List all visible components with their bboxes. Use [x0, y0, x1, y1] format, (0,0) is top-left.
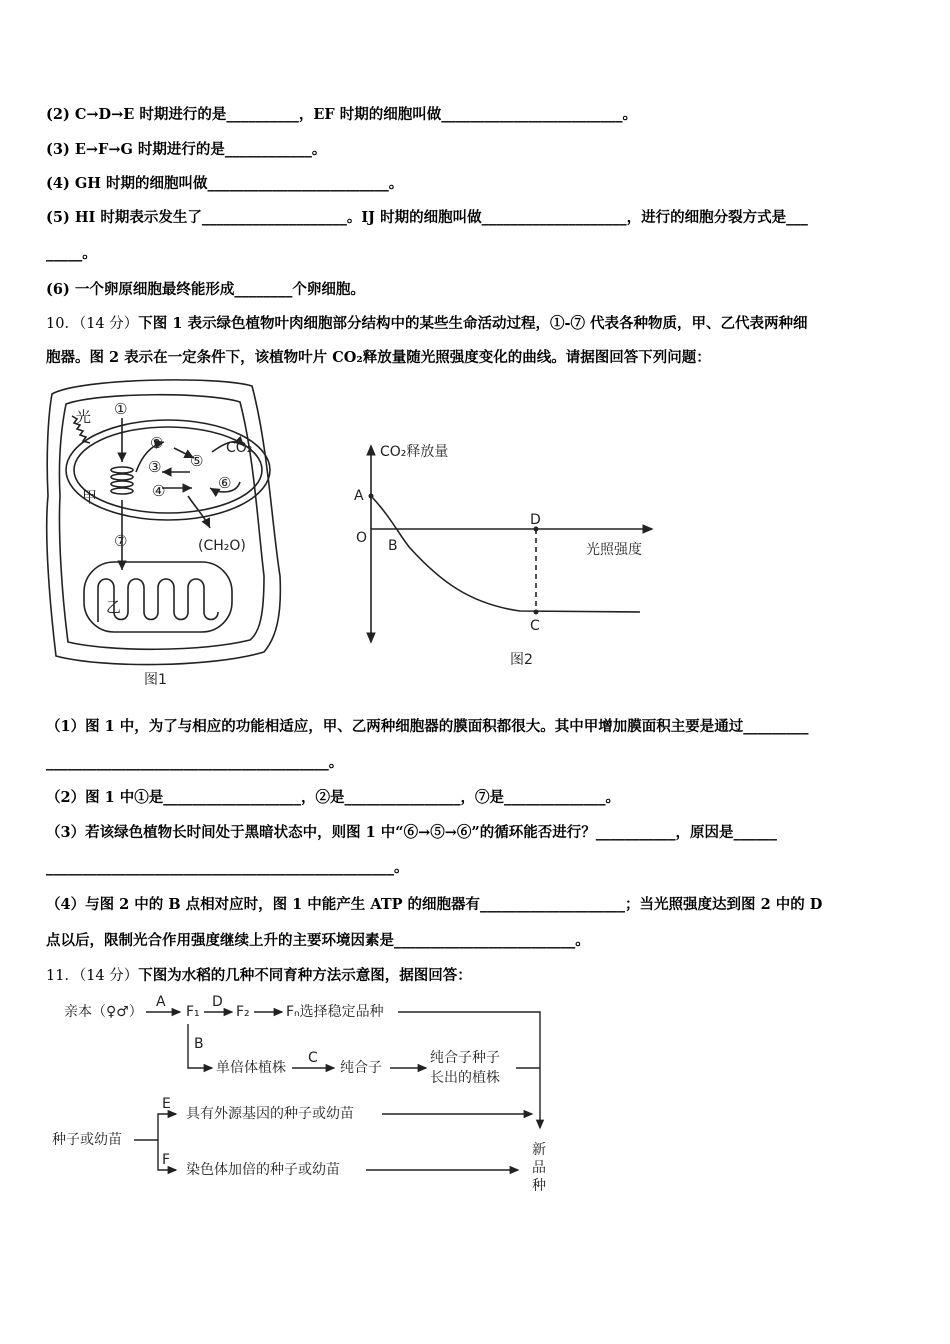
label-seed-plant-2: 长出的植株 [430, 1070, 500, 1086]
q9-part6: (6) 一个卵原细胞最终能形成________个卵细胞。 [46, 281, 365, 298]
label-4: ④ [152, 482, 166, 500]
label-3: ③ [148, 458, 162, 476]
q11-score: （14 分） [78, 968, 139, 984]
breeding-diagram [46, 992, 566, 1207]
q10-part3-cont: ________________________________________________。 [46, 859, 409, 876]
q9-part2: (2) C→D→E 时期进行的是__________，EF 时期的细胞叫做_________________________。 [46, 106, 638, 123]
label-homozygote: 纯合子 [340, 1060, 382, 1076]
q10-part1-cont: _______________________________________。 [46, 754, 344, 771]
label-a: A [354, 488, 364, 504]
label-f2: F₂ [236, 1004, 250, 1020]
label-5: ⑤ [190, 452, 204, 470]
label-method-d: D [212, 994, 223, 1010]
figure-2 [340, 436, 670, 676]
figure-1 [40, 376, 290, 692]
point-a [369, 494, 374, 499]
label-7: ⑦ [114, 532, 128, 550]
x-axis-label: 光照强度 [586, 542, 642, 558]
thylakoid-stack [111, 467, 133, 494]
label-d: D [530, 512, 541, 528]
q10-number: 10． [46, 316, 79, 332]
q11-intro-text: 下图为水稻的几种不同育种方法示意图，据图回答： [138, 967, 472, 984]
q10-intro-cont: 胞器。图 2 表示在一定条件下，该植物叶片 CO₂释放量随光照强度变化的曲线。请据图回答下列问题： [46, 349, 711, 366]
q10-score: （14 分） [78, 316, 139, 332]
q9-part5-cont: _____。 [46, 245, 97, 262]
q10-part3: （3）若该绿色植物长时间处于黑暗状态中，则图 1 中“⑥→⑤→⑥”的循环能否进行？___________，原因是______ [46, 824, 778, 841]
q10-part1: （1）图 1 中，为了与相应的功能相适应，甲、乙两种细胞器的膜面积都很大。其中甲增加膜面积主要是通过_________ [46, 718, 809, 735]
label-1: ① [114, 400, 128, 418]
label-seed-plant-1: 纯合子种子 [430, 1050, 500, 1066]
y-axis-label: CO₂释放量 [380, 444, 449, 460]
label-new-3: 种 [532, 1178, 546, 1194]
q10-part4: （4）与图 2 中的 B 点相对应时，图 1 中能产生 ATP 的细胞器有____________________；当光照强度达到图 2 中的 D [46, 896, 823, 913]
label-method-e: E [162, 1096, 171, 1112]
figure-1-caption: 图1 [144, 672, 167, 688]
q9-part3: (3) E→F→G 时期进行的是____________。 [46, 141, 327, 158]
label-method-b: B [194, 1036, 204, 1052]
cell-wall-inner [59, 395, 264, 650]
label-method-f: F [162, 1152, 171, 1168]
q11-intro [46, 964, 472, 985]
label-o: O [356, 530, 368, 546]
q9-part4: (4) GH 时期的细胞叫做_________________________。 [46, 175, 404, 192]
q10-intro [46, 312, 808, 333]
q10-intro-text: 下图 1 表示绿色植物叶肉细胞部分结构中的某些生命活动过程，①-⑦ 代表各种物质，甲、乙代表两种细 [138, 315, 808, 332]
q10-part2: （2）图 1 中①是___________________，②是________________，⑦是______________。 [46, 789, 621, 806]
label-parents: 亲本（♀♂） [64, 1004, 143, 1020]
label-2: ② [150, 434, 164, 452]
label-exogenous: 具有外源基因的种子或幼苗 [186, 1106, 354, 1122]
q11-number: 11． [46, 968, 79, 984]
label-new-1: 新 [532, 1142, 546, 1158]
figure-2-caption: 图2 [510, 652, 533, 668]
label-co2: CO₂ [226, 440, 253, 456]
label-ch2o: (CH₂O) [198, 538, 246, 554]
label-fn: Fₙ选择稳定品种 [286, 1004, 384, 1020]
q10-part4-cont: 点以后，限制光合作用强度继续上升的主要环境因素是_________________________。 [46, 932, 590, 949]
label-method-c: C [308, 1050, 318, 1066]
label-seeds: 种子或幼苗 [52, 1132, 122, 1148]
point-c [534, 610, 539, 615]
label-f1: F₁ [186, 1004, 200, 1020]
label-method-a: A [156, 994, 166, 1010]
label-haploid: 单倍体植株 [216, 1060, 286, 1076]
label-b: B [388, 538, 398, 554]
label-6: ⑥ [218, 474, 232, 492]
label-doubled: 染色体加倍的种子或幼苗 [186, 1162, 340, 1178]
label-jia: 甲 [82, 488, 98, 506]
label-c: C [530, 618, 540, 634]
label-new-2: 品 [532, 1160, 546, 1176]
q9-part5: (5) HI 时期表示发生了____________________。IJ 时期的细胞叫做____________________，进行的细胞分裂方式是___ [46, 209, 808, 226]
label-yi: 乙 [106, 598, 122, 616]
label-light: 光 [76, 408, 92, 426]
